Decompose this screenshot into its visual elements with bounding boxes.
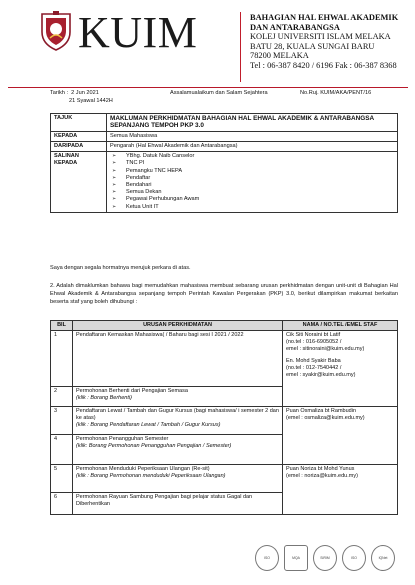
iqnet-badge-icon: IQNet <box>371 545 395 571</box>
salinan-list <box>110 153 394 211</box>
contact-line: Puan Noriza bt Mohd Yunus <box>286 466 355 472</box>
brand-wordmark: KUIM <box>78 8 198 57</box>
salinan-label: SALINAN KEPADA <box>51 152 107 213</box>
row-number: 3 <box>51 407 73 435</box>
contact-line: (no.tel : 016-6905052 / <box>286 339 342 345</box>
salinan-item: ➢ Pemangku TNC HEPA <box>110 168 394 175</box>
certification-badges <box>255 545 395 571</box>
kepada-value: Semua Mahasiswa <box>107 131 398 141</box>
col-header-contact: NAMA / NO.TEL /EMEL STAF <box>283 321 398 331</box>
daripada-value: Pengarah (Hal Ehwal Akademik dan Antarabangsa) <box>107 142 398 152</box>
contact-cell <box>283 465 398 515</box>
service-cell <box>73 331 283 387</box>
reference-number: No.Ruj. KUIM/AKA/PENT/16 <box>300 90 372 96</box>
service-cell <box>73 493 283 515</box>
col-header-bil: BIL <box>51 321 73 331</box>
opening-paragraph: Saya dengan segala hormatnya merujuk perkara di atas. <box>50 265 191 271</box>
form-link[interactable]: (klik: Borang Permohonan Penangguhan Pengajian / Semester) <box>76 443 232 449</box>
sirim-badge-icon: SIRIM <box>313 545 337 571</box>
service-text: Permohonan Menduduki Peperiksaan Ulangan (Re-sit) <box>76 466 210 472</box>
body-paragraph-2: 2. Adalah dimaklumkan bahawa bagi memudahkan mahasiswa membuat sebarang urusan perkhidmatan dengan unit-unit di Bahagian Hal Ehwal Akademik & Antarabangsa sepanjang tempoh Perintah Kawalan Pergerakan (PKP) 3.0, berikut dilampirkan makumat berkaitan beserta staf yang boleh dihubungi : <box>50 283 398 305</box>
table-row <box>51 407 398 435</box>
mqa-badge-icon: MQA <box>284 545 308 571</box>
iso-badge-icon: ISO <box>255 545 279 571</box>
row-number: 2 <box>51 387 73 407</box>
contact-line: (no.tel : 012-7540442 / <box>286 365 342 371</box>
form-link[interactable]: (klik : Borang Permohonan menduduki Peperiksaan Ulangan) <box>76 473 226 479</box>
contact-cell <box>283 407 398 465</box>
salinan-item: ➢ TNC PI <box>110 160 394 167</box>
contact-line: En. Mohd Syakir Baba <box>286 358 341 364</box>
service-cell <box>73 465 283 493</box>
table-header-row <box>51 321 398 331</box>
date-label: Tarikh : <box>50 90 69 96</box>
contact-line: emel : sitinoraini@kuim.edu.my) <box>286 346 365 352</box>
form-link[interactable]: (klik : Borang Berhenti) <box>76 395 132 401</box>
org-line: BATU 28, KUALA SUNGAI BARU <box>250 41 375 51</box>
contact-line: Puan Osmaliza bt Rambudin <box>286 408 357 414</box>
date-block <box>50 89 113 105</box>
service-text: Permohonan Berhenti dari Pengajian Semasa <box>76 388 188 394</box>
service-text: Permohonan Rayuan Sambung Pengajian bagi pelajar status Gagal dan Diberhentikan <box>76 494 253 507</box>
contact-cell <box>283 331 398 407</box>
info-row-kepada <box>51 131 398 141</box>
table-row <box>51 465 398 493</box>
salinan-item: ➢ Bendahari <box>110 182 394 189</box>
salinan-item: ➢ Semua Dekan <box>110 189 394 196</box>
info-row-tajuk <box>51 114 398 132</box>
info-row-salinan <box>51 152 398 213</box>
contact-line: (emel : noriza@kuim.edu.my) <box>286 473 358 479</box>
org-line: DAN ANTARABANGSA <box>250 22 340 32</box>
organization-address <box>250 13 415 71</box>
service-cell <box>73 435 283 465</box>
org-line: Tel : 06-387 8420 / 6196 Fak : 06-387 8368 <box>250 60 397 70</box>
memo-info-table <box>50 113 398 213</box>
contact-line: (emel : osmaliza@kuim.edu.my) <box>286 415 365 421</box>
hijri-date: 21 Syawal 1442H <box>69 98 113 104</box>
form-link[interactable]: (klik : Borang Pendaftaran Lewat / Tambah / Gugur Kursus) <box>76 422 221 428</box>
greeting: Assalamualaikum dan Salam Sejahtera <box>170 90 268 96</box>
service-cell <box>73 407 283 435</box>
salinan-item: ➢ YBhg. Datuk Naib Canselor <box>110 153 394 160</box>
row-number: 1 <box>51 331 73 387</box>
salinan-item: ➢ Pendaftar <box>110 175 394 182</box>
salinan-item: ➢ Pegawai Perhubungan Awam <box>110 196 394 203</box>
row-number: 4 <box>51 435 73 465</box>
contact-line: Cik Siti Noraini bt Latif <box>286 332 341 338</box>
header-divider <box>240 12 241 82</box>
service-text: Permohonan Penangguhan Semester <box>76 436 169 442</box>
org-line: BAHAGIAN HAL EHWAL AKADEMIK <box>250 13 399 22</box>
tajuk-value: MAKLUMAN PERKHIDMATAN BAHAGIAN HAL EHWAL AKADEMIK & ANTARABANGSA SEPANJANG TEMPOH PKP 3.0 <box>107 114 398 132</box>
services-table <box>50 320 398 515</box>
iso-badge-icon: ISO <box>342 545 366 571</box>
org-line: KOLEJ UNIVERSITI ISLAM MELAKA <box>250 32 391 42</box>
kepada-label: KEPADA <box>51 131 107 141</box>
contact-line: emel : syakir@kuim.edu.my) <box>286 372 356 378</box>
service-text: Pendaftaran Kemaskan Mahasiswa( / Baharu bagi sesi I 2021 / 2022 <box>76 332 244 338</box>
table-row <box>51 331 398 387</box>
tajuk-label: TAJUK <box>51 114 107 132</box>
service-text: Pendaftaran Lewat / Tambah dan Gugur Kursus (bagi mahasiswa/ i semester 2 dan ke atas) <box>76 408 279 421</box>
salinan-item: ➢ Ketua Unit IT <box>110 204 394 211</box>
daripada-label: DARIPADA <box>51 142 107 152</box>
service-cell <box>73 387 283 407</box>
header-rule <box>8 87 408 88</box>
date-value: 2 Jun 2021 <box>71 90 99 96</box>
salinan-list-cell <box>107 152 398 213</box>
col-header-urusan: URUSAN PERKHIDMATAN <box>73 321 283 331</box>
row-number: 5 <box>51 465 73 493</box>
info-row-daripada <box>51 142 398 152</box>
org-line: 78200 MELAKA <box>250 51 309 61</box>
kuim-crest-logo <box>38 10 74 52</box>
row-number: 6 <box>51 493 73 515</box>
